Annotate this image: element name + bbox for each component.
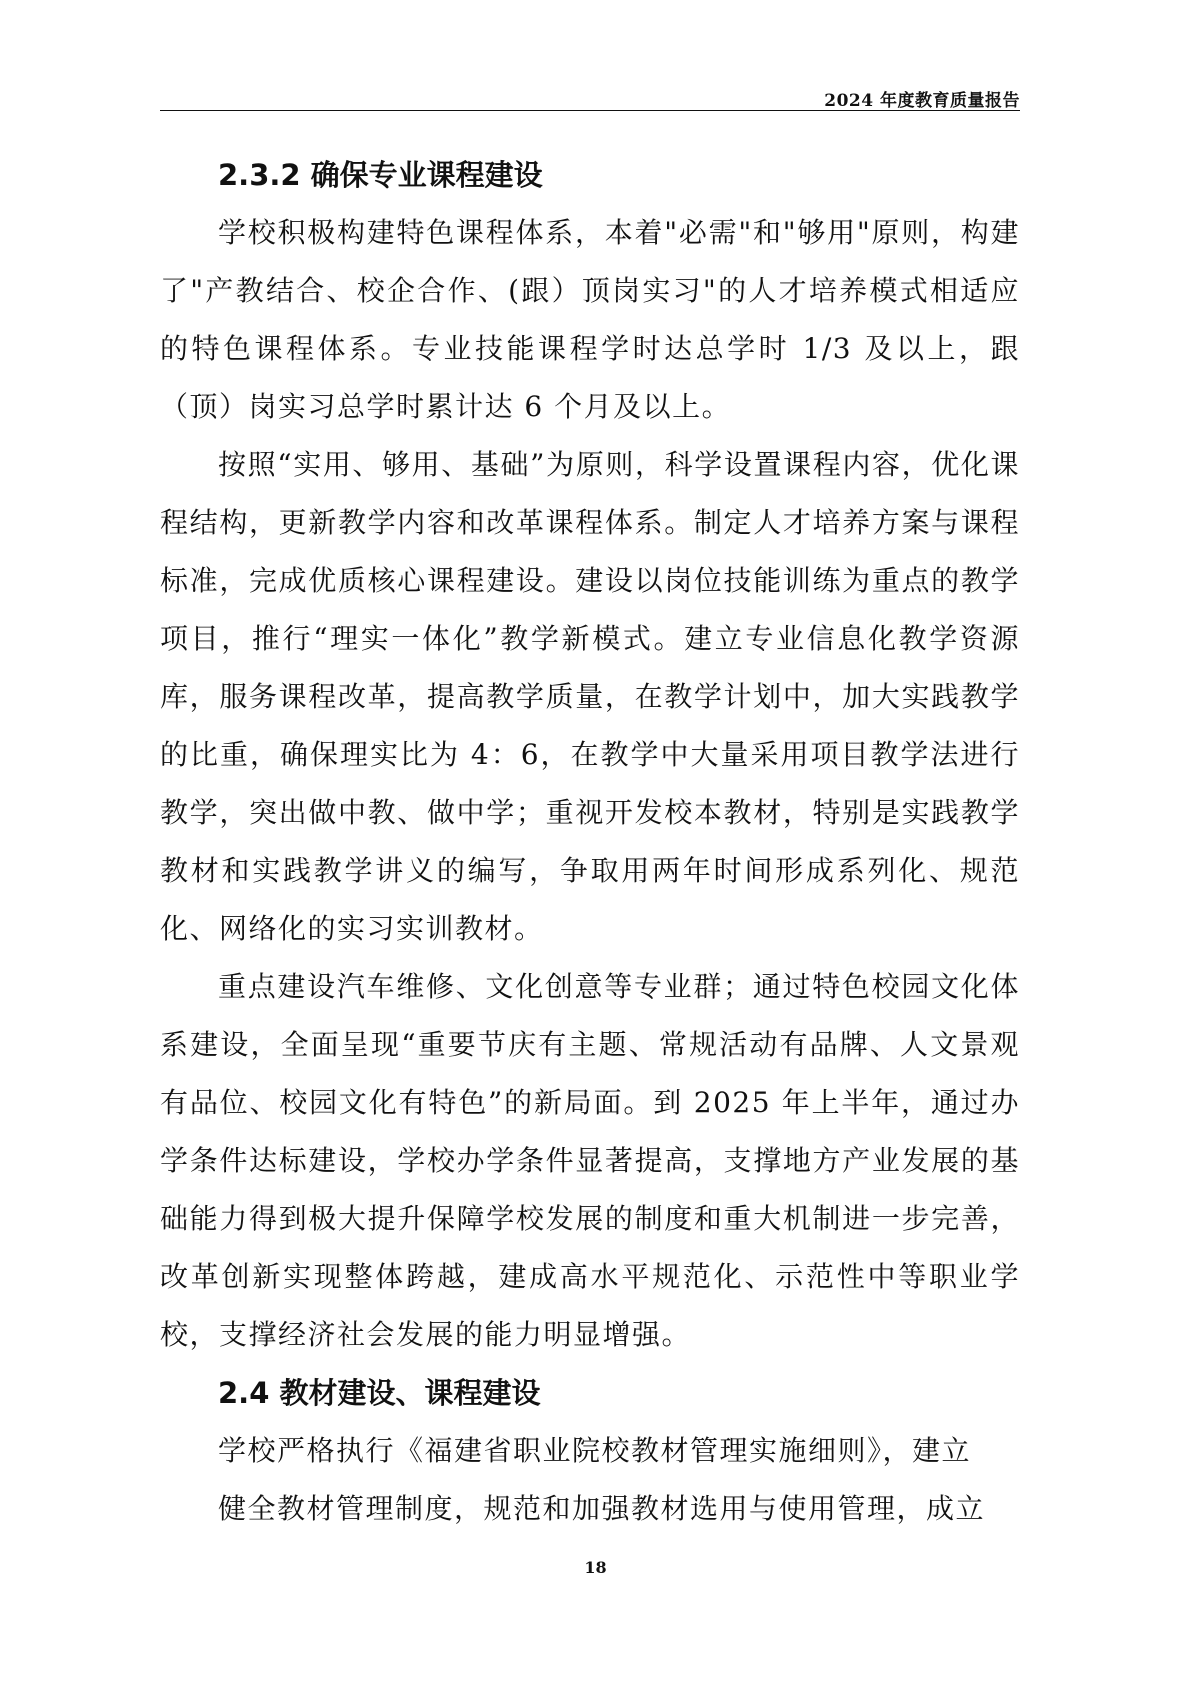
header-rule [160, 110, 1020, 111]
paragraph: 重点建设汽车维修、文化创意等专业群；通过特色校园文化体系建设，全面呈现“重要节庆有主题、常规活动有品牌、人文景观有品位、校园文化有特色”的新局面。到 2025 年上半年，通过办学条件达标建设，学校办学条件显著提高，支撑地方产业发展的基础能力得到极大提升保障学校发展的制度和重大机制进一步完善，改革创新实现整体跨越，建成高水平规范化、示范性中等职业学校，支撑经济社会发展的能力明显增强。 [160, 970, 1020, 1351]
paragraph: 学校严格执行《福建省职业院校教材管理实施细则》，建立 [218, 1434, 972, 1467]
page-content [160, 146, 1020, 1538]
page-number: 18 [584, 1558, 607, 1577]
section-heading-2-3-2: 2.3.2 确保专业课程建设 [218, 158, 543, 192]
paragraph: 健全教材管理制度，规范和加强教材选用与使用管理，成立 [218, 1492, 986, 1525]
section-heading-2-4: 2.4 教材建设、课程建设 [218, 1376, 541, 1410]
paragraph: 按照“实用、够用、基础”为原则，科学设置课程内容，优化课程结构，更新教学内容和改革课程体系。制定人才培养方案与课程标准，完成优质核心课程建设。建设以岗位技能训练为重点的教学项目，推行“理实一体化”教学新模式。建立专业信息化教学资源库，服务课程改革，提高教学质量，在教学计划中，加大实践教学的比重，确保理实比为 4：6，在教学中大量采用项目教学法进行教学，突出做中教、做中学；重视开发校本教材，特别是实践教学教材和实践教学讲义的编写，争取用两年时间形成系列化、规范化、网络化的实习实训教材。 [160, 448, 1020, 945]
running-header: 2024 年度教育质量报告 [824, 91, 1020, 111]
paragraph: 学校积极构建特色课程体系，本着"必需"和"够用"原则，构建了"产教结合、校企合作、(跟）顶岗实习"的人才培养模式相适应的特色课程体系。专业技能课程学时达总学时 1/3 及以上，跟（顶）岗实习总学时累计达 6 个月及以上。 [160, 216, 1020, 423]
